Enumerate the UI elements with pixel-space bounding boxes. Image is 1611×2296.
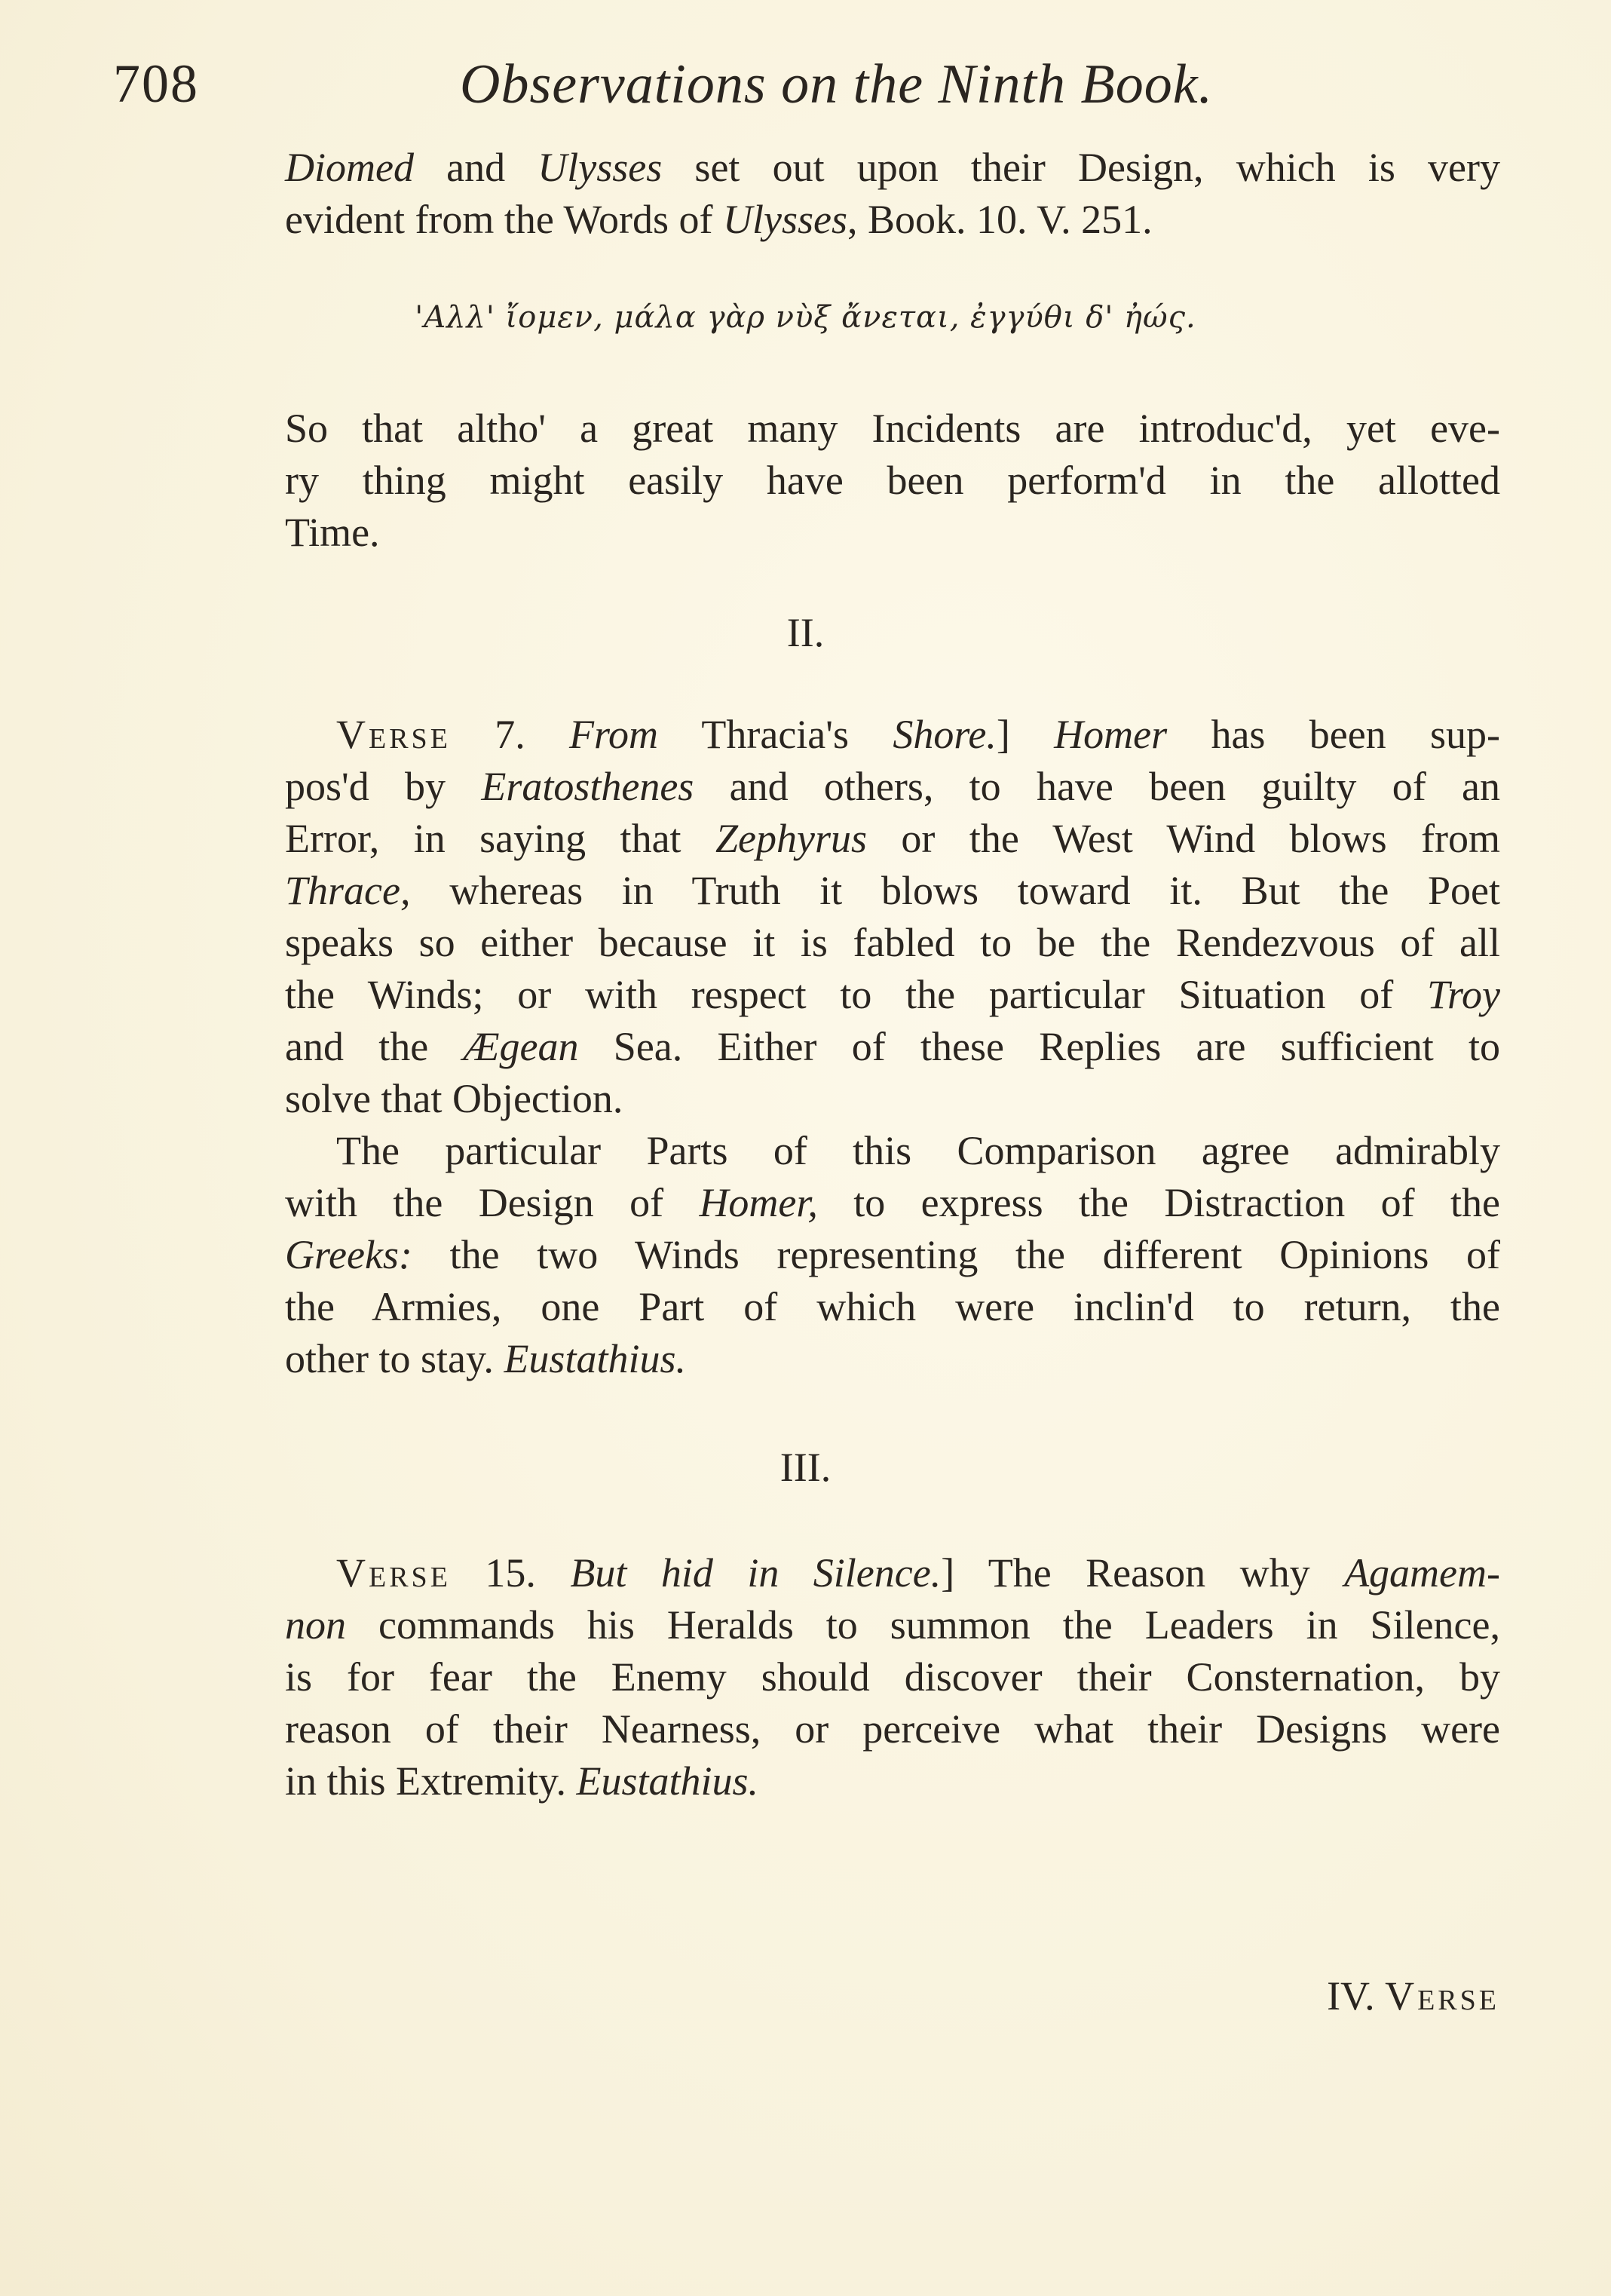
text-line: ry thing might easily have been perform'd in the allotted <box>285 458 1500 503</box>
text-line: and the Ægean Sea. Either of these Replies are sufficient to <box>285 1024 1500 1069</box>
name-diomed: Diomed <box>285 145 414 190</box>
text-line: evident from the Words of Ulysses, Book. 10. V. 251. <box>285 197 1153 242</box>
text-line: other to stay. Eustathius. <box>285 1336 686 1381</box>
name-ulysses: Ulysses <box>538 145 663 190</box>
text-line: solve that Objection. <box>285 1076 623 1121</box>
verse-label: Verse <box>336 712 451 757</box>
source-eustathius: Eustathius. <box>576 1758 758 1804</box>
text-line: Error, in saying that Zephyrus or the West Wind blows from <box>285 816 1501 861</box>
text-line: the Winds; or with respect to the particular Situation of Troy <box>285 972 1500 1017</box>
text-line: pos'd by Eratosthenes and others, to have been guilty of an <box>285 764 1500 809</box>
page-header <box>113 53 1508 121</box>
text-line: So that altho' a great many Incidents are introduc'd, yet eve- <box>285 406 1500 451</box>
text-line: Greeks: the two Winds representing the different Opinions of <box>285 1232 1500 1277</box>
section-heading-iii: III. <box>779 1445 832 1490</box>
section-heading-ii: II. <box>786 610 825 655</box>
text-line: Thrace, whereas in Truth it blows toward it. But the Poet <box>285 868 1500 913</box>
text-line: in this Extremity. Eustathius. <box>285 1758 758 1804</box>
section-iii-text <box>285 1547 1500 1807</box>
section-ii-text <box>285 709 1500 1385</box>
catchword: IV. Verse <box>1327 1973 1499 2019</box>
greek-quotation: 'Αλλ' ἴομεν, μάλα γὰρ νὺξ ἄνεται, ἐγγύθι δ' ἠώς. <box>415 300 1196 335</box>
text-line: reason of their Nearness, or perceive what their Designs were <box>285 1706 1500 1752</box>
text-line: Time. <box>285 510 380 555</box>
text-line: is for fear the Enemy should discover their Consternation, by <box>285 1654 1500 1700</box>
text-line: Verse 15. But hid in Silence.] The Reason why Agamem- <box>336 1550 1500 1596</box>
text-line: The particular Parts of this Comparison agree admirably <box>336 1128 1500 1173</box>
text-line: non commands his Heralds to summon the Leaders in Silence, <box>285 1602 1500 1648</box>
source-eustathius: Eustathius. <box>504 1336 686 1381</box>
verse-label: Verse <box>336 1550 451 1596</box>
text-line: Diomed and Ulysses set out upon their Design, which is very <box>285 145 1500 190</box>
text-line: with the Design of Homer, to express the Distraction of the <box>285 1180 1500 1225</box>
paragraph-after-quote <box>285 403 1500 559</box>
name-ulysses: Ulysses <box>723 197 848 242</box>
text-line: speaks so either because it is fabled to be the Rendezvous of all <box>285 920 1500 965</box>
opening-paragraph <box>285 142 1500 246</box>
text-line: Verse 7. From Thracia's Shore.] Homer has been sup- <box>336 712 1501 757</box>
running-title: Observations on the Ninth Book. <box>460 54 1214 115</box>
page-number: 708 <box>113 54 199 114</box>
text-line: the Armies, one Part of which were inclin'd to return, the <box>285 1284 1500 1329</box>
